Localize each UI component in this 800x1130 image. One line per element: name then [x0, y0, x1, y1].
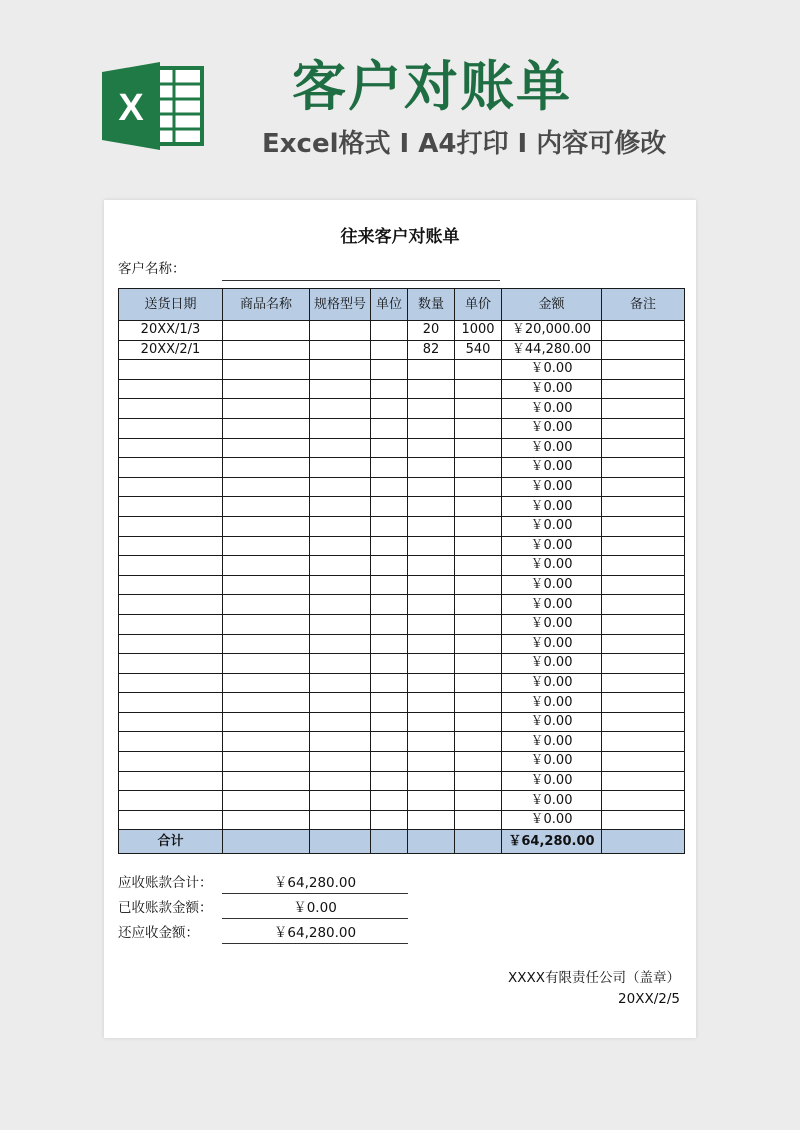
- table-row: [119, 458, 685, 478]
- table-cell[interactable]: [371, 360, 408, 380]
- table-cell[interactable]: [119, 693, 223, 713]
- table-cell[interactable]: [408, 360, 455, 380]
- page-subtitle: Excel格式 I A4打印 I 内容可修改: [262, 129, 667, 159]
- table-cell[interactable]: [371, 614, 408, 634]
- table-cell[interactable]: [119, 556, 223, 576]
- table-cell[interactable]: 82: [408, 340, 455, 360]
- table-cell[interactable]: [455, 379, 502, 399]
- table-row: [119, 732, 685, 752]
- table-cell[interactable]: ￥0.00: [502, 791, 602, 811]
- table-cell[interactable]: [371, 516, 408, 536]
- table-cell[interactable]: ￥0.00: [502, 379, 602, 399]
- table-cell[interactable]: [602, 340, 685, 360]
- table-cell[interactable]: [455, 556, 502, 576]
- table-cell[interactable]: ￥44,280.00: [502, 340, 602, 360]
- table-row: [119, 360, 685, 380]
- table-cell[interactable]: [310, 693, 371, 713]
- table-cell[interactable]: [602, 360, 685, 380]
- table-cell[interactable]: [119, 634, 223, 654]
- table-cell[interactable]: [119, 477, 223, 497]
- receivable-summary: [118, 872, 418, 894]
- table-cell[interactable]: [455, 418, 502, 438]
- table-cell[interactable]: [223, 379, 310, 399]
- column-header: 单价: [455, 289, 502, 321]
- table-cell[interactable]: [602, 752, 685, 772]
- table-cell[interactable]: [223, 418, 310, 438]
- header-banner: [0, 0, 800, 195]
- table-cell[interactable]: [119, 654, 223, 674]
- table-cell[interactable]: [455, 399, 502, 419]
- excel-logo-icon: [100, 62, 204, 150]
- total-row: [119, 830, 685, 854]
- table-cell[interactable]: [119, 752, 223, 772]
- table-cell[interactable]: [602, 614, 685, 634]
- column-header: 商品名称: [223, 289, 310, 321]
- table-cell[interactable]: [408, 399, 455, 419]
- table-cell[interactable]: [223, 340, 310, 360]
- table-cell[interactable]: [455, 693, 502, 713]
- table-cell[interactable]: [371, 654, 408, 674]
- table-cell[interactable]: [455, 654, 502, 674]
- table-cell[interactable]: [408, 595, 455, 615]
- table-cell[interactable]: [310, 399, 371, 419]
- table-cell[interactable]: [223, 752, 310, 772]
- table-row: [119, 438, 685, 458]
- table-cell[interactable]: [455, 791, 502, 811]
- statement-date: 20XX/2/5: [618, 991, 680, 1007]
- table-row: [119, 595, 685, 615]
- table-header-row: [119, 289, 685, 321]
- table-cell[interactable]: [455, 771, 502, 791]
- svg-text:X: X: [118, 87, 144, 129]
- table-cell[interactable]: [310, 360, 371, 380]
- table-cell[interactable]: [119, 771, 223, 791]
- table-cell[interactable]: ￥0.00: [502, 497, 602, 517]
- table-cell[interactable]: [310, 595, 371, 615]
- table-cell[interactable]: [455, 810, 502, 830]
- received-summary: [118, 897, 418, 919]
- table-cell[interactable]: ￥0.00: [502, 693, 602, 713]
- table-row: [119, 497, 685, 517]
- table-row: [119, 418, 685, 438]
- table-row: [119, 673, 685, 693]
- table-cell[interactable]: [223, 575, 310, 595]
- table-cell[interactable]: [310, 712, 371, 732]
- table-cell[interactable]: [371, 556, 408, 576]
- table-cell[interactable]: [602, 712, 685, 732]
- table-cell[interactable]: [371, 497, 408, 517]
- table-cell[interactable]: [223, 791, 310, 811]
- table-cell[interactable]: [371, 477, 408, 497]
- table-cell[interactable]: [455, 614, 502, 634]
- table-cell[interactable]: ￥0.00: [502, 477, 602, 497]
- table-cell[interactable]: [371, 379, 408, 399]
- table-cell[interactable]: [602, 771, 685, 791]
- table-cell[interactable]: [408, 477, 455, 497]
- table-cell[interactable]: [602, 575, 685, 595]
- table-cell[interactable]: [455, 516, 502, 536]
- table-cell[interactable]: [602, 810, 685, 830]
- table-cell[interactable]: [223, 438, 310, 458]
- table-row: [119, 752, 685, 772]
- table-cell[interactable]: [371, 536, 408, 556]
- table-cell[interactable]: [408, 418, 455, 438]
- table-cell[interactable]: [119, 732, 223, 752]
- table-cell[interactable]: [602, 438, 685, 458]
- table-cell[interactable]: ￥0.00: [502, 771, 602, 791]
- table-cell[interactable]: [455, 712, 502, 732]
- table-cell[interactable]: [408, 458, 455, 478]
- table-cell[interactable]: ￥0.00: [502, 712, 602, 732]
- table-cell[interactable]: [371, 399, 408, 419]
- table-cell[interactable]: [408, 575, 455, 595]
- table-cell[interactable]: [119, 418, 223, 438]
- table-cell[interactable]: [310, 654, 371, 674]
- table-cell[interactable]: [602, 732, 685, 752]
- table-cell[interactable]: [371, 771, 408, 791]
- table-cell[interactable]: [602, 321, 685, 341]
- table-cell[interactable]: [310, 438, 371, 458]
- table-cell[interactable]: [223, 732, 310, 752]
- table-cell[interactable]: 20XX/1/3: [119, 321, 223, 341]
- table-cell[interactable]: ￥0.00: [502, 536, 602, 556]
- document-title: 往来客户对账单: [340, 227, 460, 247]
- table-cell[interactable]: [223, 360, 310, 380]
- table-cell[interactable]: [310, 614, 371, 634]
- table-cell[interactable]: [455, 752, 502, 772]
- table-cell[interactable]: [223, 556, 310, 576]
- table-cell[interactable]: [455, 497, 502, 517]
- table-row: [119, 771, 685, 791]
- table-cell[interactable]: [408, 556, 455, 576]
- table-cell[interactable]: ￥0.00: [502, 516, 602, 536]
- table-cell[interactable]: ￥0.00: [502, 634, 602, 654]
- table-cell[interactable]: [310, 556, 371, 576]
- table-cell[interactable]: [223, 595, 310, 615]
- table-row: [119, 575, 685, 595]
- table-cell[interactable]: [602, 791, 685, 811]
- table-cell[interactable]: [119, 497, 223, 517]
- table-cell[interactable]: ￥0.00: [502, 673, 602, 693]
- table-cell[interactable]: ￥0.00: [502, 752, 602, 772]
- table-cell[interactable]: [119, 438, 223, 458]
- table-cell[interactable]: [310, 536, 371, 556]
- table-cell[interactable]: [371, 418, 408, 438]
- received-label: 已收账款金额：: [118, 900, 213, 916]
- table-cell[interactable]: [371, 673, 408, 693]
- table-cell[interactable]: [310, 321, 371, 341]
- table-cell[interactable]: [371, 693, 408, 713]
- table-cell[interactable]: [223, 712, 310, 732]
- statement-table: [118, 288, 685, 854]
- table-cell[interactable]: [223, 497, 310, 517]
- total-label: 合计: [119, 830, 223, 854]
- column-header: 送货日期: [119, 289, 223, 321]
- outstanding-label: 还应收金额：: [118, 925, 199, 941]
- table-cell[interactable]: [602, 673, 685, 693]
- table-cell[interactable]: ￥0.00: [502, 438, 602, 458]
- column-header: 数量: [408, 289, 455, 321]
- table-cell[interactable]: [371, 595, 408, 615]
- table-cell[interactable]: [602, 595, 685, 615]
- column-header: 规格型号: [310, 289, 371, 321]
- table-cell[interactable]: [408, 693, 455, 713]
- table-cell[interactable]: [223, 516, 310, 536]
- customer-name-label: 客户名称：: [118, 261, 186, 277]
- column-header: 单位: [371, 289, 408, 321]
- table-row: [119, 477, 685, 497]
- table-cell[interactable]: [223, 614, 310, 634]
- table-cell[interactable]: ￥20,000.00: [502, 321, 602, 341]
- table-cell[interactable]: [371, 752, 408, 772]
- table-cell[interactable]: [371, 458, 408, 478]
- table-cell[interactable]: [371, 712, 408, 732]
- table-cell[interactable]: ￥0.00: [502, 458, 602, 478]
- column-header: 备注: [602, 289, 685, 321]
- table-cell[interactable]: [119, 360, 223, 380]
- table-row: [119, 379, 685, 399]
- table-cell[interactable]: [602, 477, 685, 497]
- table-row: [119, 556, 685, 576]
- table-cell[interactable]: [223, 771, 310, 791]
- table-cell[interactable]: 1000: [455, 321, 502, 341]
- table-cell[interactable]: [455, 360, 502, 380]
- table-cell[interactable]: [310, 575, 371, 595]
- table-cell[interactable]: [455, 536, 502, 556]
- table-cell[interactable]: [455, 438, 502, 458]
- table-cell[interactable]: [223, 458, 310, 478]
- table-cell[interactable]: ￥0.00: [502, 810, 602, 830]
- table-cell[interactable]: ￥0.00: [502, 575, 602, 595]
- table-cell[interactable]: [119, 575, 223, 595]
- table-cell[interactable]: ￥0.00: [502, 399, 602, 419]
- table-cell[interactable]: [223, 321, 310, 341]
- table-cell[interactable]: [119, 791, 223, 811]
- table-row: [119, 791, 685, 811]
- table-cell[interactable]: 20XX/2/1: [119, 340, 223, 360]
- table-cell[interactable]: ￥0.00: [502, 595, 602, 615]
- table-row: [119, 810, 685, 830]
- table-cell[interactable]: [455, 477, 502, 497]
- table-cell[interactable]: ￥0.00: [502, 360, 602, 380]
- table-cell[interactable]: [455, 732, 502, 752]
- table-cell[interactable]: [371, 810, 408, 830]
- table-cell[interactable]: [602, 654, 685, 674]
- table-cell[interactable]: [310, 340, 371, 360]
- table-cell[interactable]: [455, 575, 502, 595]
- table-cell[interactable]: [408, 516, 455, 536]
- table-cell[interactable]: [310, 516, 371, 536]
- table-cell[interactable]: [223, 634, 310, 654]
- table-cell[interactable]: [310, 752, 371, 772]
- table-cell[interactable]: ￥0.00: [502, 654, 602, 674]
- table-cell[interactable]: [310, 771, 371, 791]
- table-cell[interactable]: [310, 497, 371, 517]
- table-row: [119, 654, 685, 674]
- table-cell[interactable]: [408, 654, 455, 674]
- table-row: [119, 399, 685, 419]
- receivable-label: 应收账款合计：: [118, 875, 213, 891]
- table-cell[interactable]: [310, 673, 371, 693]
- table-cell[interactable]: [602, 379, 685, 399]
- table-cell[interactable]: [119, 810, 223, 830]
- table-cell[interactable]: [119, 399, 223, 419]
- table-cell[interactable]: [310, 418, 371, 438]
- table-cell[interactable]: [371, 575, 408, 595]
- table-cell[interactable]: [408, 536, 455, 556]
- table-cell[interactable]: ￥0.00: [502, 418, 602, 438]
- table-row: [119, 614, 685, 634]
- table-cell[interactable]: [408, 673, 455, 693]
- table-cell[interactable]: [408, 634, 455, 654]
- table-row: [119, 536, 685, 556]
- table-row: [119, 321, 685, 341]
- table-cell[interactable]: [408, 379, 455, 399]
- table-cell[interactable]: [223, 536, 310, 556]
- table-cell[interactable]: [602, 556, 685, 576]
- table-cell[interactable]: [602, 399, 685, 419]
- table-cell[interactable]: ￥0.00: [502, 556, 602, 576]
- table-cell[interactable]: [310, 379, 371, 399]
- table-cell[interactable]: 20: [408, 321, 455, 341]
- company-stamp-text: XXXX有限责任公司（盖章）: [508, 970, 680, 986]
- table-cell[interactable]: [310, 810, 371, 830]
- table-cell[interactable]: [310, 634, 371, 654]
- table-cell[interactable]: [408, 771, 455, 791]
- table-cell[interactable]: [310, 732, 371, 752]
- table-cell[interactable]: [371, 634, 408, 654]
- table-row: [119, 712, 685, 732]
- table-cell[interactable]: [408, 752, 455, 772]
- table-cell[interactable]: [408, 791, 455, 811]
- table-cell[interactable]: [223, 654, 310, 674]
- table-cell[interactable]: [119, 614, 223, 634]
- table-cell[interactable]: [408, 810, 455, 830]
- table-cell[interactable]: [371, 732, 408, 752]
- table-cell[interactable]: [371, 438, 408, 458]
- table-cell[interactable]: [223, 693, 310, 713]
- table-cell[interactable]: [223, 477, 310, 497]
- table-row: [119, 340, 685, 360]
- table-cell[interactable]: [602, 418, 685, 438]
- table-cell[interactable]: [408, 438, 455, 458]
- table-cell[interactable]: [408, 614, 455, 634]
- table-cell[interactable]: [602, 516, 685, 536]
- outstanding-summary: [118, 922, 418, 944]
- column-header: 金额: [502, 289, 602, 321]
- table-row: [119, 516, 685, 536]
- table-cell[interactable]: [371, 791, 408, 811]
- table-cell[interactable]: [119, 673, 223, 693]
- table-cell[interactable]: [602, 536, 685, 556]
- table-cell[interactable]: [223, 399, 310, 419]
- table-cell[interactable]: [119, 536, 223, 556]
- page-title: 客户对账单: [292, 55, 572, 118]
- table-cell[interactable]: [310, 791, 371, 811]
- table-cell[interactable]: [455, 634, 502, 654]
- customer-name-field[interactable]: [222, 280, 500, 281]
- table-cell[interactable]: [602, 497, 685, 517]
- table-cell[interactable]: [602, 693, 685, 713]
- table-cell[interactable]: [371, 340, 408, 360]
- table-cell[interactable]: ￥0.00: [502, 614, 602, 634]
- table-cell[interactable]: [455, 673, 502, 693]
- table-cell[interactable]: [119, 458, 223, 478]
- table-cell[interactable]: [408, 732, 455, 752]
- table-cell[interactable]: [408, 497, 455, 517]
- table-cell[interactable]: [310, 458, 371, 478]
- table-cell[interactable]: ￥0.00: [502, 732, 602, 752]
- table-cell[interactable]: [455, 595, 502, 615]
- table-row: [119, 693, 685, 713]
- table-cell[interactable]: [455, 458, 502, 478]
- table-cell[interactable]: [119, 516, 223, 536]
- receivable-value[interactable]: ￥64,280.00: [222, 872, 408, 894]
- table-cell[interactable]: 540: [455, 340, 502, 360]
- total-amount: ￥64,280.00: [502, 830, 602, 854]
- table-cell[interactable]: [602, 634, 685, 654]
- table-cell[interactable]: [119, 379, 223, 399]
- table-cell[interactable]: [408, 712, 455, 732]
- table-cell[interactable]: [119, 595, 223, 615]
- table-cell[interactable]: [602, 458, 685, 478]
- statement-sheet: [104, 200, 696, 1038]
- outstanding-value[interactable]: ￥64,280.00: [222, 922, 408, 944]
- table-cell[interactable]: [223, 810, 310, 830]
- table-cell[interactable]: [119, 712, 223, 732]
- table-cell[interactable]: [371, 321, 408, 341]
- table-cell[interactable]: [310, 477, 371, 497]
- table-cell[interactable]: [223, 673, 310, 693]
- table-row: [119, 634, 685, 654]
- received-value[interactable]: ￥0.00: [222, 897, 408, 919]
